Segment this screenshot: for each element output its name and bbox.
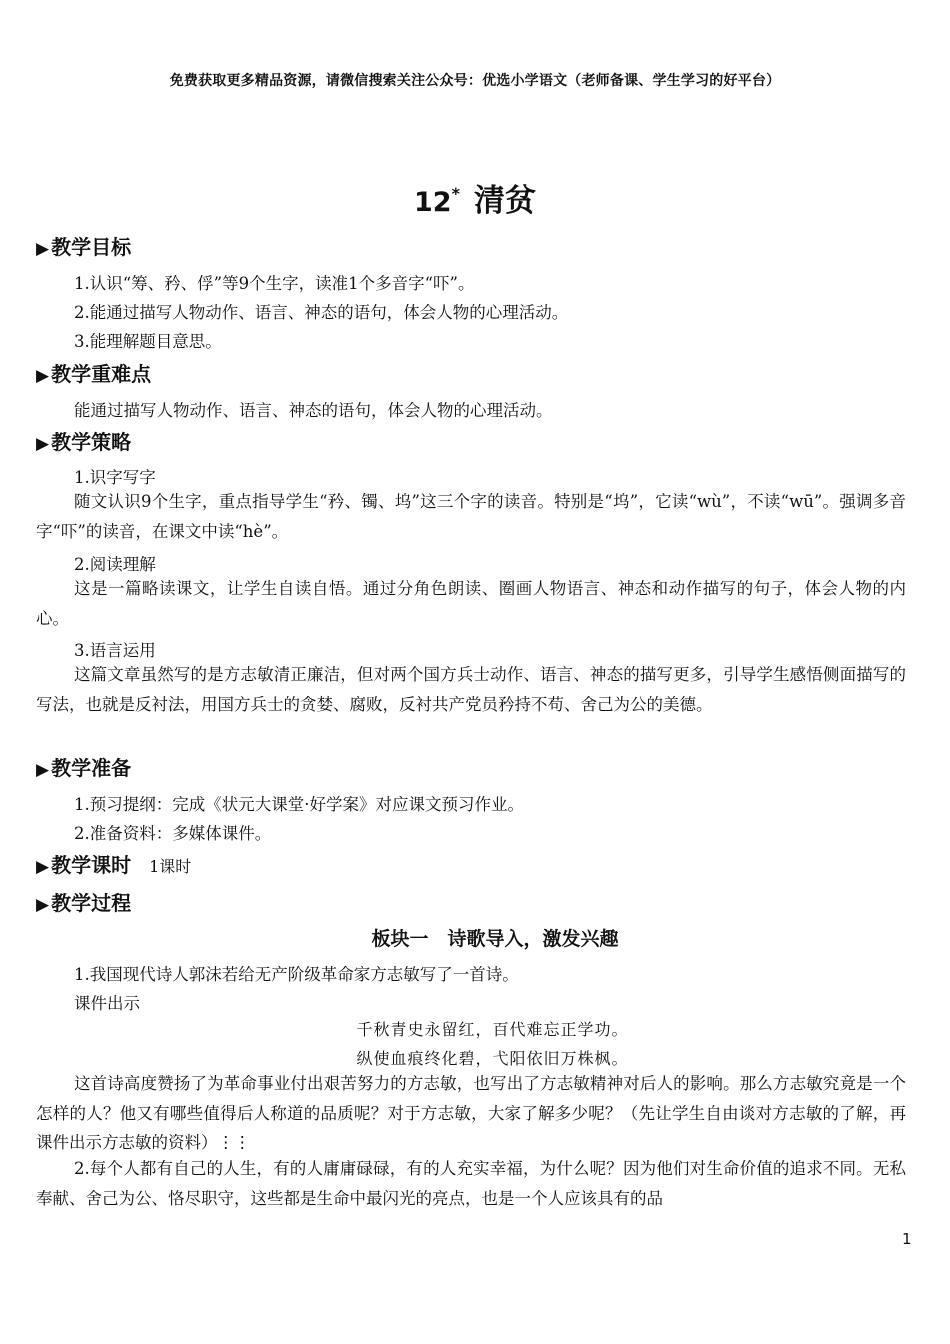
triangle-marker-icon: ▶ bbox=[36, 434, 50, 454]
section-heading-strategy: ▶ 教学策略 bbox=[36, 430, 132, 454]
poem-line: 纵使血痕终化碧，弋阳依旧万株枫。 bbox=[356, 1049, 629, 1068]
lesson-star: * bbox=[451, 184, 460, 203]
page-title bbox=[0, 175, 950, 220]
hours-value: 1课时 bbox=[149, 857, 192, 876]
block-title: 板块一 诗歌导入，激发兴趣 bbox=[371, 928, 619, 950]
triangle-marker-icon: ▶ bbox=[36, 857, 50, 877]
section-heading-goals: ▶ 教学目标 bbox=[36, 235, 132, 259]
strategy-subheading: 1.识字写字 bbox=[74, 468, 156, 487]
goal-item: 3.能理解题目意思。 bbox=[74, 332, 222, 351]
header-banner: 免费获取更多精品资源，请微信搜索关注公众号：优选小学语文（老师备课、学生学习的好平台） bbox=[169, 73, 781, 89]
strategy-paragraph: 这是一篇略读课文，让学生自读自悟。通过分角色朗读、圈画人物语言、神态和动作描写的句子，体会人物的内心。 bbox=[36, 579, 906, 628]
courseware-label: 课件出示 bbox=[74, 994, 140, 1013]
preparation-item: 1.预习提纲：完成《状元大课堂·好学案》对应课文预习作业。 bbox=[74, 795, 524, 814]
triangle-marker-icon: ▶ bbox=[36, 895, 50, 915]
section-heading-process: ▶ 教学过程 bbox=[36, 891, 132, 915]
strategy-subheading: 2.阅读理解 bbox=[74, 555, 156, 574]
strategy-paragraph: 随文认识9个生字，重点指导学生“矜、镯、坞”这三个字的读音。特别是“坞”，它读“wù”，不读“wū”。强调多音字“吓”的读音，在课文中读“hè”。 bbox=[36, 492, 906, 541]
strategy-subheading: 3.语言运用 bbox=[74, 641, 156, 660]
strategy-paragraph: 这篇文章虽然写的是方志敏清正廉洁，但对两个国方兵士动作、语言、神态的描写更多，引导学生感悟侧面描写的写法，也就是反衬法，用国方兵士的贪婪、腐败，反衬共产党员矜持不苟、舍己为公的美德。 bbox=[36, 665, 906, 714]
page-number: 1 bbox=[902, 1230, 912, 1248]
process-paragraph: 2.每个人都有自己的人生，有的人庸庸碌碌，有的人充实幸福，为什么呢？因为他们对生命价值的追求不同。无私奉献、舍己为公、恪尽职守，这些都是生命中最闪光的亮点，也是一个人应该具有的品 bbox=[36, 1159, 906, 1208]
preparation-item: 2.准备资料：多媒体课件。 bbox=[74, 824, 272, 843]
key-points-text: 能通过描写人物动作、语言、神态的语句，体会人物的心理活动。 bbox=[74, 401, 553, 420]
section-heading-preparation: ▶ 教学准备 bbox=[36, 756, 132, 780]
triangle-marker-icon: ▶ bbox=[36, 760, 50, 780]
poem-line: 千秋青史永留红，百代难忘正学功。 bbox=[356, 1020, 629, 1039]
goal-item: 2.能通过描写人物动作、语言、神态的语句，体会人物的心理活动。 bbox=[74, 303, 569, 322]
process-paragraph: 这首诗高度赞扬了为革命事业付出艰苦努力的方志敏，也写出了方志敏精神对后人的影响。那么方志敏究竟是一个怎样的人？他又有哪些值得后人称道的品质呢？对于方志敏，大家了解多少呢？（先让学生自由谈对方志敏的了解，再课件出示方志敏的资料）⋮⋮ bbox=[36, 1074, 906, 1152]
lesson-number: 12 bbox=[414, 187, 452, 218]
section-heading-key-points: ▶ 教学重难点 bbox=[36, 362, 152, 386]
process-step: 1.我国现代诗人郭沫若给无产阶级革命家方志敏写了一首诗。 bbox=[74, 965, 519, 984]
goal-item: 1.认识“筹、矜、俘”等9个生字，读准1个多音字“吓”。 bbox=[74, 274, 475, 293]
triangle-marker-icon: ▶ bbox=[36, 239, 50, 259]
triangle-marker-icon: ▶ bbox=[36, 366, 50, 386]
section-heading-hours: ▶ 教学课时 1课时 bbox=[36, 853, 192, 877]
lesson-name: 清贫 bbox=[473, 183, 536, 219]
